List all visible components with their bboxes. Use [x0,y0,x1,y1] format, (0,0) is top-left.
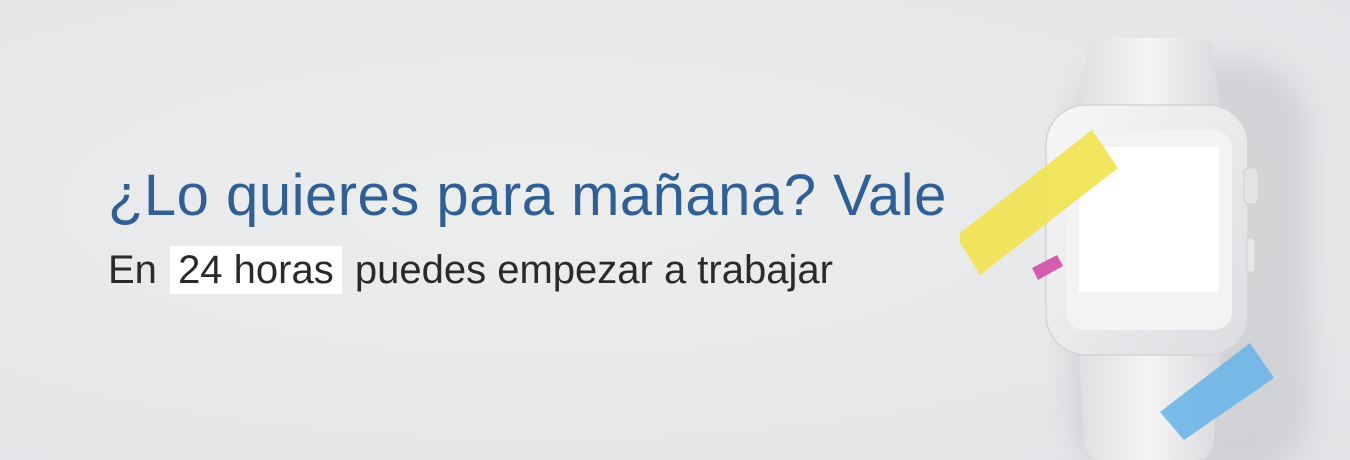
subline-highlight: 24 horas [170,246,342,294]
watch-side-button [1247,238,1255,272]
subheadline [108,248,833,293]
subline-suffix: puedes empezar a trabajar [354,248,833,292]
watch-crown [1244,168,1258,204]
headline: ¿Lo quieres para mañana? Vale [108,163,947,228]
smartwatch-illustration [960,0,1350,460]
subline-prefix: En [108,248,157,292]
